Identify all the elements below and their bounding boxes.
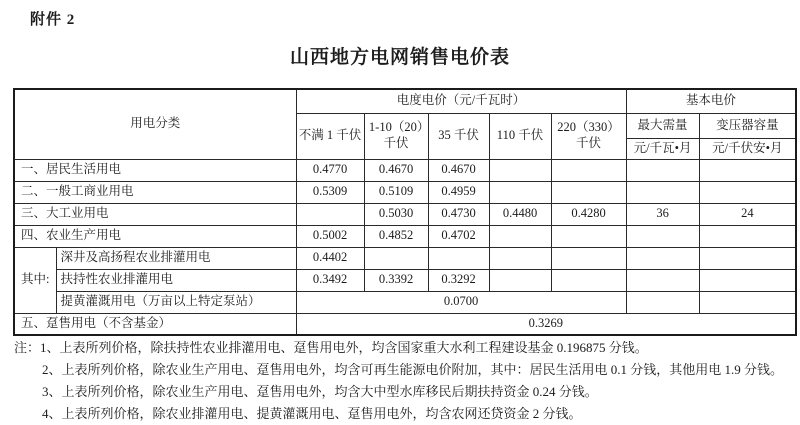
price-cell: 0.3492: [296, 269, 364, 291]
header-voltage-110kv: 110 千伏: [489, 113, 551, 159]
price-cell-merged: 0.3269: [296, 313, 796, 335]
group-label-including: 其中:: [14, 247, 56, 313]
note-line-4: [14, 403, 794, 425]
row-label: 扶持性农业排灌用电: [56, 269, 296, 291]
price-cell: 0.4670: [364, 159, 428, 181]
table-row-agriculture: [14, 225, 796, 247]
header-transformer-capacity: 变压器容量: [699, 113, 796, 138]
price-cell: [489, 247, 551, 269]
price-cell: 0.4852: [364, 225, 428, 247]
note-line-3: [14, 381, 794, 403]
price-cell: 0.3292: [428, 269, 489, 291]
header-energy-price-group: 电度电价（元/千瓦时）: [296, 89, 626, 113]
note-line-2: [14, 359, 794, 381]
header-row-groups: [14, 89, 796, 113]
row-label: 深井及高扬程农业排灌用电: [56, 247, 296, 269]
table-row-wholesale: [14, 313, 796, 335]
price-cell: [699, 225, 796, 247]
price-cell: [296, 203, 364, 225]
note-text: 4、上表所列价格，除农业排灌用电、提黄灌溉用电、趸售用电外，均含农网还贷资金 2 分钱。: [42, 406, 582, 421]
header-voltage-1-10kv: 1-10（20）千伏: [364, 113, 428, 159]
price-cell: [699, 181, 796, 203]
price-cell: [551, 159, 626, 181]
price-cell: [551, 181, 626, 203]
table-row-commercial: [14, 181, 796, 203]
price-cell: [428, 247, 489, 269]
price-cell: [699, 291, 796, 313]
page-title: 山西地方电网销售电价表: [289, 47, 510, 68]
price-cell: 0.4480: [489, 203, 551, 225]
price-cell: [699, 159, 796, 181]
header-voltage-lt1kv: 不满 1 千伏: [296, 113, 364, 159]
price-cell: [551, 225, 626, 247]
price-cell: 0.4730: [428, 203, 489, 225]
price-cell: 0.5030: [364, 203, 428, 225]
header-voltage-35kv: 35 千伏: [428, 113, 489, 159]
table-row-supportive-irrigation: [14, 269, 796, 291]
note-text: 1、上表所列价格，除扶持性农业排灌用电、趸售用电外，均含国家重大水利工程建设基金 0.196875 分钱。: [40, 340, 648, 355]
table-row-deep-well-irrigation: [14, 247, 796, 269]
table-row-yellow-river-irrigation: [14, 291, 796, 313]
price-cell: 0.5109: [364, 181, 428, 203]
price-cell: [626, 269, 699, 291]
price-cell: 0.4770: [296, 159, 364, 181]
price-cell: [364, 247, 428, 269]
price-cell: 0.4702: [428, 225, 489, 247]
price-cell: [626, 181, 699, 203]
footnotes: [14, 337, 794, 425]
row-label: 一、居民生活用电: [14, 159, 296, 181]
price-cell: [626, 247, 699, 269]
price-cell: 24: [699, 203, 796, 225]
price-cell: [699, 247, 796, 269]
header-transformer-unit: 元/千伏安•月: [699, 138, 796, 159]
price-cell: [489, 159, 551, 181]
attachment-label: 附件 2: [30, 12, 76, 28]
price-cell: 0.5309: [296, 181, 364, 203]
price-table: [13, 88, 797, 336]
header-basic-price-group: 基本电价: [626, 89, 796, 113]
notes-label: 注：: [14, 340, 41, 355]
price-cell: [489, 225, 551, 247]
price-cell: 0.4670: [428, 159, 489, 181]
row-label: 四、农业生产用电: [14, 225, 296, 247]
table-row-residential: [14, 159, 796, 181]
price-cell: 0.4280: [551, 203, 626, 225]
price-cell: 36: [626, 203, 699, 225]
header-max-demand: 最大需量: [626, 113, 699, 138]
row-label: 二、一般工商业用电: [14, 181, 296, 203]
header-voltage-220kv: 220（330）千伏: [551, 113, 626, 159]
price-cell: [626, 291, 699, 313]
price-cell: 0.4959: [428, 181, 489, 203]
price-cell: 0.3392: [364, 269, 428, 291]
row-label: 五、趸售用电（不含基金）: [14, 313, 296, 335]
price-cell: [699, 269, 796, 291]
price-cell-merged: 0.0700: [296, 291, 626, 313]
price-cell: 0.4402: [296, 247, 364, 269]
note-text: 3、上表所列价格，除农业生产用电、趸售用电外，均含大中型水库移民后期扶持资金 0.24 分钱。: [42, 384, 598, 399]
price-cell: 0.5002: [296, 225, 364, 247]
price-cell: [551, 247, 626, 269]
row-label: 三、大工业用电: [14, 203, 296, 225]
price-cell: [489, 181, 551, 203]
row-label: 提黄灌溉用电（万亩以上特定泵站）: [56, 291, 296, 313]
price-cell: [626, 159, 699, 181]
header-max-demand-unit: 元/千瓦•月: [626, 138, 699, 159]
note-text: 2、上表所列价格，除农业生产用电、趸售用电外，均含可再生能源电价附加，其中：居民生活用电 0.1 分钱，其他用电 1.9 分钱。: [42, 362, 784, 377]
table-row-large-industry: [14, 203, 796, 225]
price-cell: [489, 269, 551, 291]
header-classification: 用电分类: [14, 89, 296, 159]
note-line-1: [14, 337, 794, 359]
price-cell: [551, 269, 626, 291]
price-cell: [626, 225, 699, 247]
